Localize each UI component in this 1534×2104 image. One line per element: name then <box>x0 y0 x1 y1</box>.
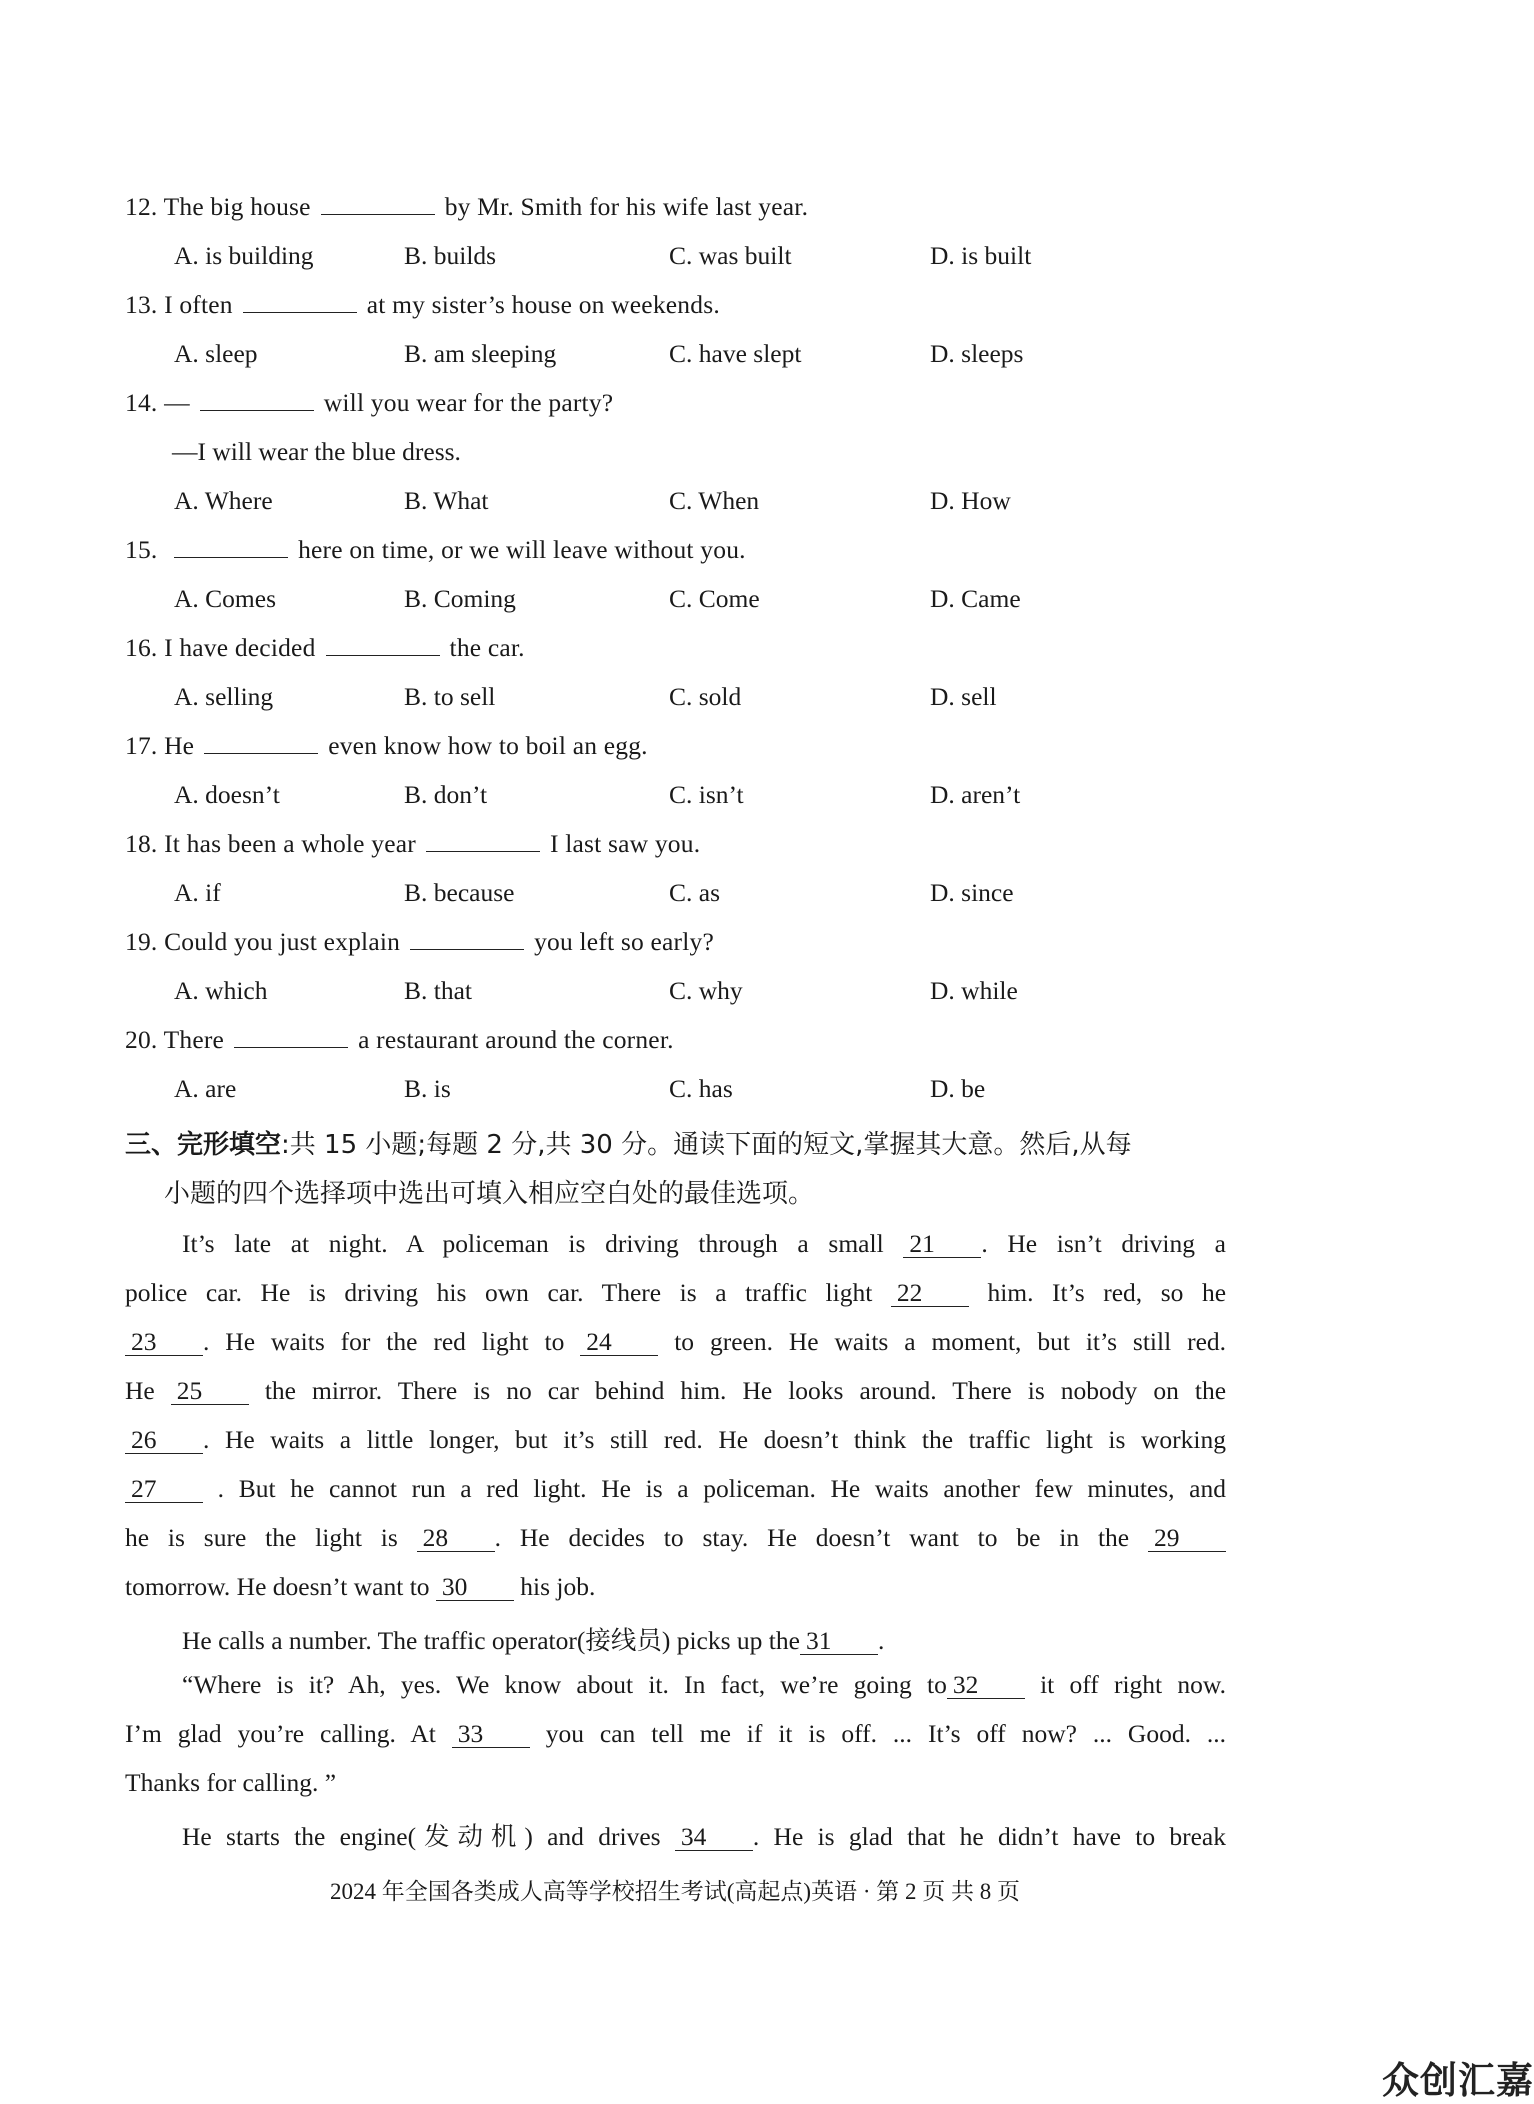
option-b: B. builds <box>404 241 497 270</box>
option-d: D. be <box>930 1074 986 1103</box>
cloze-blank-30: 30 <box>436 1574 514 1601</box>
question-18 <box>125 829 700 859</box>
option-d: D. while <box>930 976 1018 1005</box>
option-c: C. Come <box>669 584 760 613</box>
question-16 <box>125 633 525 663</box>
cloze-blank-26: 26 <box>125 1427 203 1454</box>
question-19 <box>125 927 714 957</box>
passage-line <box>125 1278 1226 1308</box>
option-d: D. Came <box>930 584 1021 613</box>
passage-text: It’s late at night. A policeman is driving through a small <box>182 1229 884 1258</box>
answer-blank <box>410 929 524 950</box>
question-text: at my sister’s house on weekends. <box>366 290 720 319</box>
option-c: C. have slept <box>669 339 802 368</box>
question-number: 17. <box>125 731 158 760</box>
passage-text: tomorrow. He doesn’t want to <box>125 1572 430 1601</box>
option-a: A. doesn’t <box>174 780 280 809</box>
option-d: D. since <box>930 878 1014 907</box>
option-c: C. was built <box>669 241 792 270</box>
passage-text: . He is glad that he didn’t have to break <box>752 1822 1227 1851</box>
option-b: B. don’t <box>404 780 488 809</box>
section-title: 三、完形填空 <box>125 1130 282 1160</box>
question-text: I often <box>164 290 233 319</box>
option-c: C. why <box>669 976 743 1005</box>
question-text: — <box>164 388 190 417</box>
passage-line <box>125 1719 1226 1749</box>
passage-line <box>125 1474 1226 1504</box>
option-b: B. to sell <box>404 682 496 711</box>
option-b: B. am sleeping <box>404 339 557 368</box>
passage-text: He starts the engine(发动机) and drives <box>182 1822 661 1851</box>
option-b: B. Coming <box>404 584 516 613</box>
answer-blank <box>426 831 540 852</box>
cloze-blank-32: 32 <box>947 1672 1025 1699</box>
question-text: I last saw you. <box>549 829 701 858</box>
question-20 <box>125 1025 674 1055</box>
passage-text: . He waits a little longer, but it’s still red. He doesn’t think the traffic light is working <box>203 1425 1226 1454</box>
cloze-blank-24: 24 <box>580 1329 658 1356</box>
passage-text: . He waits for the red light to <box>203 1327 565 1356</box>
question-number: 19. <box>125 927 158 956</box>
cloze-blank-31: 31 <box>800 1628 878 1655</box>
passage-text: I’m glad you’re calling. At <box>125 1719 436 1748</box>
watermark: 众创汇嘉 <box>1382 2059 1534 2102</box>
question-number: 13. <box>125 290 158 319</box>
question-13 <box>125 290 720 320</box>
question-reply: —I will wear the blue dress. <box>172 437 461 466</box>
passage-line <box>125 1327 1226 1357</box>
option-c: C. as <box>669 878 720 907</box>
page-footer: 2024 年全国各类成人高等学校招生考试(高起点)英语 · 第 2 页 共 8 页 <box>330 1879 1020 1904</box>
section-heading <box>125 1124 1132 1161</box>
option-c: C. isn’t <box>669 780 744 809</box>
question-15 <box>125 535 746 565</box>
question-17 <box>125 731 648 761</box>
passage-text: you can tell me if it is off. ... It’s off now? ... Good. ... <box>545 1719 1227 1748</box>
option-c: C. sold <box>669 682 742 711</box>
passage-text: . He isn’t driving a <box>981 1229 1226 1258</box>
option-b: B. because <box>404 878 515 907</box>
cloze-blank-25: 25 <box>171 1378 249 1405</box>
cloze-blank-21: 21 <box>903 1231 981 1258</box>
passage-text: it off right now. <box>1040 1670 1226 1699</box>
question-text: It has been a whole year <box>164 829 416 858</box>
passage-line <box>125 1572 1226 1602</box>
answer-blank <box>200 390 314 411</box>
question-text: you left so early? <box>534 927 715 956</box>
option-a: A. Comes <box>174 584 276 613</box>
passage-line <box>182 1621 1226 1657</box>
question-number: 15. <box>125 535 158 564</box>
question-text: here on time, or we will leave without you. <box>298 535 746 564</box>
cloze-blank-22: 22 <box>891 1280 969 1307</box>
passage-text: “Where is it? Ah, yes. We know about it. In fact, we’re going to <box>182 1670 947 1699</box>
passage-text: Thanks for calling. ” <box>125 1768 337 1797</box>
passage-text: to green. He waits a moment, but it’s still red. <box>674 1327 1227 1356</box>
cloze-blank-28: 28 <box>417 1525 495 1552</box>
question-text: even know how to boil an egg. <box>328 731 648 760</box>
passage-line <box>125 1425 1226 1455</box>
passage-text: He calls a number. The traffic operator(接线员) picks up the <box>182 1626 800 1655</box>
option-b: B. that <box>404 976 472 1005</box>
option-b: B. What <box>404 486 489 515</box>
question-text: will you wear for the party? <box>323 388 614 417</box>
question-number: 18. <box>125 829 158 858</box>
answer-blank <box>174 537 288 558</box>
question-14 <box>125 388 613 418</box>
cloze-blank-34: 34 <box>675 1824 753 1851</box>
option-d: D. sleeps <box>930 339 1024 368</box>
cloze-blank-33: 33 <box>452 1721 530 1748</box>
question-text: The big house <box>163 192 311 221</box>
passage-text: his job. <box>520 1572 596 1601</box>
passage-line <box>125 1376 1226 1406</box>
passage-line <box>125 1768 1226 1798</box>
passage-line <box>182 1229 1226 1259</box>
option-a: A. if <box>174 878 221 907</box>
question-text: I have decided <box>164 633 316 662</box>
passage-text: police car. He is driving his own car. There is a traffic light <box>125 1278 873 1307</box>
passage-line <box>182 1817 1226 1853</box>
answer-blank <box>321 194 435 215</box>
passage-text: him. It’s red, so he <box>987 1278 1227 1307</box>
passage-text: . He decides to stay. He doesn’t want to be in the <box>494 1523 1130 1552</box>
question-text: There <box>163 1025 225 1054</box>
passage-line <box>125 1523 1226 1553</box>
question-number: 20. <box>125 1025 158 1054</box>
question-text: the car. <box>449 633 525 662</box>
cloze-blank-23: 23 <box>125 1329 203 1356</box>
answer-blank <box>204 733 318 754</box>
passage-text: the mirror. There is no car behind him. He looks around. There is nobody on the <box>264 1376 1227 1405</box>
section-instructions: :共 15 小题;每题 2 分,共 30 分。通读下面的短文,掌握其大意。然后,从每 <box>281 1130 1132 1160</box>
question-text: by Mr. Smith for his wife last year. <box>444 192 809 221</box>
passage-text: He <box>125 1376 155 1405</box>
question-text: Could you just explain <box>164 927 401 956</box>
question-number: 16. <box>125 633 158 662</box>
question-number: 14. <box>125 388 158 417</box>
passage-text: . <box>877 1626 885 1655</box>
section-instructions-line2: 小题的四个选择项中选出可填入相应空白处的最佳选项。 <box>164 1179 815 1209</box>
option-a: A. sleep <box>174 339 258 368</box>
option-d: D. sell <box>930 682 997 711</box>
passage-line <box>182 1670 1226 1700</box>
option-b: B. is <box>404 1074 451 1103</box>
option-a: A. which <box>174 976 268 1005</box>
question-number: 12. <box>125 192 158 221</box>
option-d: D. is built <box>930 241 1032 270</box>
answer-blank <box>243 292 357 313</box>
answer-blank <box>326 635 440 656</box>
question-text: He <box>164 731 195 760</box>
option-c: C. has <box>669 1074 733 1103</box>
option-d: D. How <box>930 486 1011 515</box>
option-a: A. are <box>174 1074 237 1103</box>
option-a: A. selling <box>174 682 274 711</box>
option-d: D. aren’t <box>930 780 1021 809</box>
passage-text: . But he cannot run a red light. He is a policeman. He waits another few minutes, and <box>217 1474 1227 1503</box>
cloze-blank-29: 29 <box>1148 1525 1226 1552</box>
question-text: a restaurant around the corner. <box>358 1025 674 1054</box>
cloze-blank-27: 27 <box>125 1476 203 1503</box>
option-a: A. Where <box>174 486 273 515</box>
option-a: A. is building <box>174 241 314 270</box>
question-12 <box>125 192 808 222</box>
answer-blank <box>234 1027 348 1048</box>
passage-text: he is sure the light is <box>125 1523 398 1552</box>
option-c: C. When <box>669 486 760 515</box>
